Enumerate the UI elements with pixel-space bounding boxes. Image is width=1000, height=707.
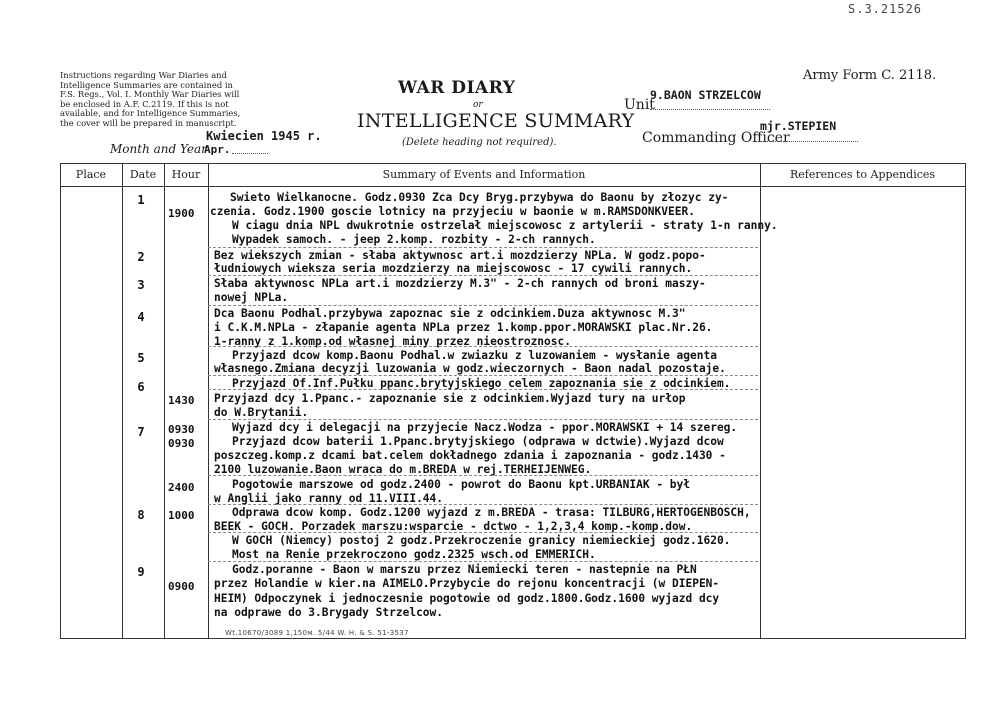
- column-header-references: References to Appendices: [789, 168, 936, 181]
- column-rule-left: [60, 163, 61, 639]
- entry-line: Pogotowie marszowe od godz.2400 - powrot do Baonu kpt.URBANIAK - był: [232, 478, 691, 491]
- entry-line: na odprawe do 3.Brygady Strzelcow.: [214, 606, 444, 619]
- entry-line: Przyjazd dcy 1.Ppanc.- zapoznanie sie z odcinkiem.Wyjazd tury na urłop: [214, 392, 686, 405]
- column-rule-hour: [208, 163, 209, 639]
- entry-line: Odprawa dcow komp. Godz.1200 wyjazd z m.BREDA - trasa: TILBURG,HERTOGENBOSCH,: [232, 506, 751, 519]
- hour-cell: 1000: [168, 509, 195, 522]
- date-cell: 2: [137, 250, 145, 264]
- column-rule-right: [965, 163, 966, 639]
- entry-separator: [208, 419, 758, 420]
- delete-heading-note: (Delete heading not required).: [402, 137, 557, 148]
- entry-line: Bez wiekszych zmian - słaba aktywnosc art.i mozdzierzy NPLa. W godz.popo-: [214, 249, 706, 262]
- printer-imprint: Wt.10670/3089 1,150м. 5/44 W. H. & S. 51-3537: [225, 629, 409, 637]
- entry-separator: [208, 561, 758, 562]
- month-abbrev: Apr.: [204, 143, 231, 156]
- title-intelligence-summary: INTELLIGENCE SUMMARY: [357, 110, 635, 132]
- entry-separator: [208, 305, 758, 306]
- date-cell: 6: [137, 380, 145, 394]
- date-cell: 7: [137, 425, 145, 439]
- entry-separator: [208, 375, 758, 376]
- entry-line: 2100 luzowanie.Baon wraca do m.BREDA w rej.TERHEIJENWEG.: [214, 463, 592, 476]
- entry-line: Godz.poranne - Baon w marszu przez Niemiecki teren - nastepnie na PŁN: [232, 563, 697, 576]
- month-value: Kwiecien 1945 r.: [206, 129, 322, 143]
- month-dotted-line: [232, 153, 268, 154]
- entry-line: w Anglii jako ranny od 11.VIII.44.: [214, 492, 444, 505]
- entry-line: W GOCH (Niemcy) postoj 2 godz.Przekroczenie granicy niemieckiej godz.1620.: [232, 534, 731, 547]
- commanding-officer-dotted-line: [758, 141, 858, 142]
- entry-line: Przyjazd Of.Inf.Pułku ppanc.brytyjskiego celem zapoznania sie z odcinkiem.: [232, 377, 731, 390]
- entry-line: i C.K.M.NPLa - złapanie agenta NPLa przez 1.komp.ppor.MORAWSKI plac.Nr.26.: [214, 321, 713, 334]
- instructions-note: Instructions regarding War Diaries and Intelligence Summaries are contained in F.S. Regs., Vol. I. Monthly War Diaries will be enclosed in A.F. C.2119. If this is not available, and for Intelligence Summaries, the cover will be prepared in manuscript.: [60, 70, 241, 128]
- unit-label: Unit: [624, 97, 655, 113]
- hour-cell: 1430: [168, 394, 195, 407]
- hour-cell: 1900: [168, 207, 195, 220]
- date-cell: 4: [137, 310, 145, 324]
- table-header-rule: [60, 186, 965, 187]
- table-bottom-rule: [60, 638, 965, 639]
- entry-line: BEEK - GOCH. Porzadek marszu:wsparcie - dctwo - 1,2,3,4 komp.-komp.dow.: [214, 520, 693, 533]
- entry-line: HEIM) Odpoczynek i jednoczesnie pogotowie od godz.1800.Godz.1600 wyjazd dcy: [214, 592, 720, 605]
- entry-line: własnego.Zmiana decyzji luzowania w godz.wieczornych - Baon nadal pozostaje.: [214, 362, 726, 375]
- column-header-place: Place: [75, 168, 107, 181]
- column-header-hour: Hour: [171, 168, 201, 181]
- entry-line: nowej NPLa.: [214, 291, 289, 304]
- entry-line: przez Holandie w kier.na AIMELO.Przybycie do rejonu koncentracji (w DIEPEN-: [214, 577, 720, 590]
- entry-separator: [208, 275, 758, 276]
- column-header-summary: Summary of Events and Information: [382, 168, 586, 181]
- date-cell: 8: [137, 508, 145, 522]
- entry-line: Swieto Wielkanocne. Godz.0930 Zca Dcy Bryg.przybywa do Baonu by złozyc zy-: [230, 191, 729, 204]
- unit-value: 9.BAON STRZELCOW: [650, 88, 761, 102]
- entry-line: Słaba aktywnosc NPLa art.i mozdzierzy M.3" - 2-ch rannych od broni maszy-: [214, 277, 706, 290]
- date-cell: 9: [137, 565, 145, 579]
- unit-dotted-line: [650, 109, 770, 110]
- entry-line: poszczeg.komp.z dcami bat.celem dokładnego zdania i zapoznania - godz.1430 -: [214, 449, 726, 462]
- entry-line: Przyjazd dcow komp.Baonu Podhal.w zwiazku z luzowaniem - wysłanie agenta: [232, 349, 717, 362]
- commanding-officer-value: mjr.STEPIEN: [760, 119, 837, 133]
- column-rule-date: [164, 163, 165, 639]
- entry-line: Wypadek samoch. - jeep 2.komp. rozbity - 2-ch rannych.: [232, 233, 596, 246]
- hour-cell: 0930: [168, 423, 195, 436]
- entry-separator: [208, 247, 758, 248]
- commanding-officer-label: Commanding Officer: [642, 130, 790, 146]
- column-header-date: Date: [129, 168, 157, 181]
- entry-line: Wyjazd dcy i delegacji na przyjecie Nacz.Wodza - ppor.MORAWSKI + 14 szereg.: [232, 421, 738, 434]
- entry-line: Przyjazd dcow baterii 1.Ppanc.brytyjskiego (odprawa w dctwie).Wyjazd dcow: [232, 435, 724, 448]
- hour-cell: 0900: [168, 580, 195, 593]
- date-cell: 3: [137, 278, 145, 292]
- title-or: or: [473, 100, 483, 110]
- month-year-label: Month and Year: [110, 142, 207, 156]
- date-cell: 5: [137, 351, 145, 365]
- column-rule-place: [122, 163, 123, 639]
- hour-cell: 2400: [168, 481, 195, 494]
- title-war-diary: WAR DIARY: [398, 78, 516, 98]
- entry-line: do W.Brytanii.: [214, 406, 309, 419]
- army-form-number: Army Form C. 2118.: [803, 68, 937, 83]
- entry-line: W ciagu dnia NPL dwukrotnie ostrzelał miejscowosc z artylerii - straty 1-n ranny.: [232, 219, 778, 232]
- entry-line: czenia. Godz.1900 goscie lotnicy na przyjeciu w baonie w m.RAMSDONKVEER.: [210, 205, 695, 218]
- entry-line: 1-ranny z 1.komp.od własnej miny przez nieostroznosc.: [214, 335, 571, 348]
- entry-line: Dca Baonu Podhal.przybywa zapoznac sie z odcinkiem.Duza aktywnosc M.3": [214, 307, 686, 320]
- hour-cell: 0930: [168, 437, 195, 450]
- archive-reference: S.3.21526: [848, 2, 923, 16]
- date-cell: 1: [137, 193, 145, 207]
- entry-line: Most na Renie przekroczono godz.2325 wsch.od EMMERICH.: [232, 548, 596, 561]
- entry-line: łudniowych wieksza seria mozdzierzy na miejscowosc - 17 cywili rannych.: [214, 262, 693, 275]
